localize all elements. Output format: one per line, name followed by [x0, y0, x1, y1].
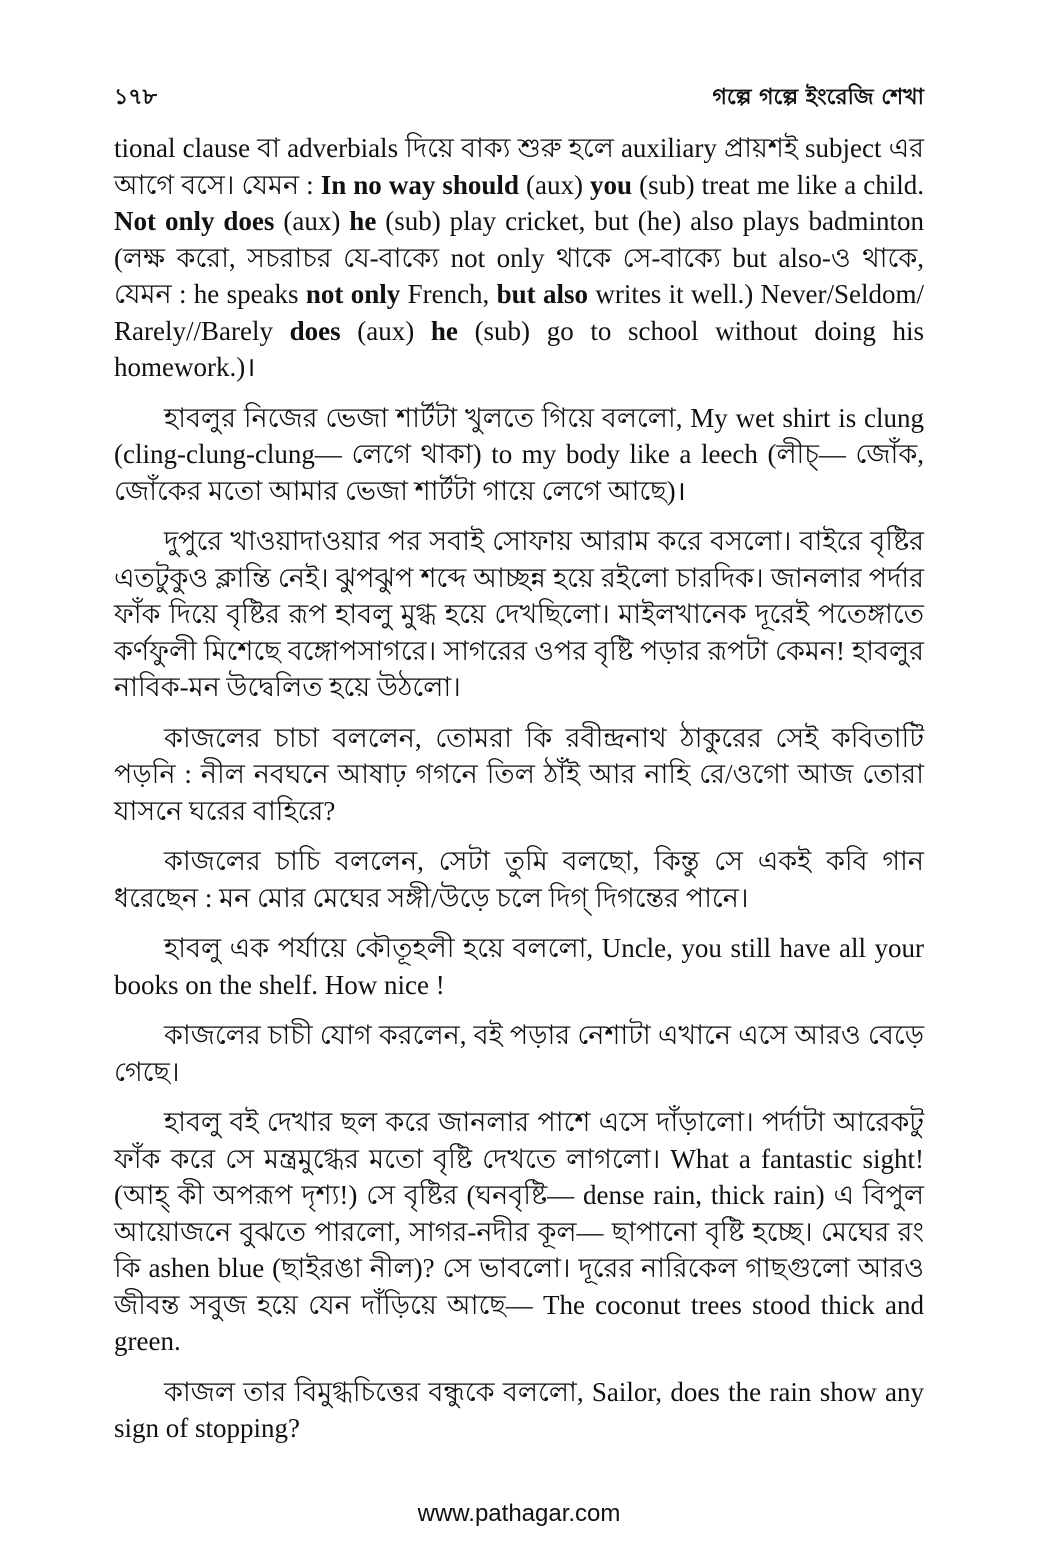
text-run: French,	[400, 279, 497, 309]
paragraph	[114, 720, 924, 830]
paragraph	[114, 400, 924, 510]
bold-text: Not only does	[114, 206, 275, 236]
paragraph	[114, 1017, 924, 1090]
footer-url: www.pathagar.com	[417, 1500, 621, 1527]
text-run: (aux)	[340, 315, 431, 346]
text-run: কাজল তার বিমুগ্ধচিত্তের বন্ধুকে বললো, Sailor, does the rain show any sign of stopping?	[114, 1376, 924, 1443]
text-run: হাবলু এক পর্যায়ে কৌতূহলী হয়ে বললো, Uncle, you still have all your books on the shelf. How nice !	[114, 933, 924, 1000]
bold-text: but also	[496, 279, 588, 309]
bold-text: he	[349, 206, 377, 236]
bold-text: not only	[305, 279, 401, 309]
body-text	[114, 130, 924, 1461]
paragraph	[114, 843, 924, 916]
paragraph	[114, 1374, 924, 1447]
bold-text: you	[590, 169, 633, 200]
text-run: কাজলের চাচী যোগ করলেন, বই পড়ার নেশাটা এখানে এসে আরও বেড়ে গেছে।	[114, 1020, 924, 1087]
bold-text: he	[430, 315, 458, 346]
text-run: (sub) play cricket, but (he) also plays badminton (লক্ষ করো, সচরাচর যে-বাক্যে not only থাকে সে-বাক্যে but also-ও থাকে, যেমন : he speaks	[114, 206, 925, 309]
page-header	[114, 80, 924, 116]
text-run: (aux)	[274, 206, 350, 236]
text-run: কাজলের চাচা বললেন, তোমরা কি রবীন্দ্রনাথ ঠাকুরের সেই কবিতাটি পড়নি : নীল নবঘনে আষাঢ় গগনে তিল ঠাঁই আর নাহি রে/ওগো আজ তোরা যাসনে ঘরের বাহিরে?	[114, 722, 924, 826]
text-run: tional clause বা adverbials দিয়ে বাক্য শুরু হলে auxiliary প্রায়শই subject এর আগে বসে। যেমন :	[114, 133, 924, 200]
text-run: হাবলু বই দেখার ছল করে জানলার পাশে এসে দাঁড়ালো। পর্দাটা আরেকটু ফাঁক করে সে মন্ত্রমুগ্ধের মতো বৃষ্টি দেখতে লাগলো। What a fantastic sight! (আহ্ কী অপরূপ দৃশ্য!) সে বৃষ্টির (ঘনবৃষ্টি— dense rain, thick rain) এ বিপুল আয়োজনে বুঝতে পারলো, সাগর-নদীর কূল— ছাপানো বৃষ্টি হচ্ছে। মেঘের রং কি ashen blue (ছাইরঙা নীল)? সে ভাবলো। দূরের নারিকেল গাছগুলো আরও জীবন্ত সবুজ হয়ে যেন দাঁড়িয়ে আছে— The coconut trees stood thick and green.	[114, 1107, 924, 1356]
paragraph	[114, 930, 924, 1003]
text-run: কাজলের চাচি বললেন, সেটা তুমি বলছো, কিন্তু সে একই কবি গান ধরেছেন : মন মোর মেঘের সঙ্গী/উড়ে চলে দিগ্ দিগন্তের পানে।	[114, 846, 924, 913]
bold-text: does	[289, 315, 341, 346]
text-run: (sub) go to school without doing his homework.)।	[114, 315, 924, 382]
page-number: ১৭৮	[114, 84, 157, 110]
text-run: (aux)	[518, 169, 591, 200]
bold-text: In no way should	[320, 169, 519, 200]
text-run: হাবলুর নিজের ভেজা শার্টটা খুলতে গিয়ে বললো, My wet shirt is clung (cling-clung-clung— লেগে থাকা) to my body like a leech (লীচ্— জোঁক, জোঁকের মতো আমার ভেজা শার্টটা গায়ে লেগে আছে)।	[114, 402, 924, 506]
paragraph	[114, 130, 924, 386]
text-run: writes it well.) Never/Seldom/ Rarely//Barely	[114, 279, 924, 346]
text-run: (sub) treat me like a child.	[632, 169, 924, 200]
paragraph	[114, 1104, 924, 1360]
text-run: দুপুরে খাওয়াদাওয়ার পর সবাই সোফায় আরাম করে বসলো। বাইরে বৃষ্টির এতটুকুও ক্লান্তি নেই। ঝুপঝুপ শব্দে আচ্ছন্ন হয়ে রইলো চারদিক। জানলার পর্দার ফাঁক দিয়ে বৃষ্টির রূপ হাবলু মুগ্ধ হয়ে দেখছিলো। মাইলখানেক দূরেই পতেঙ্গাতে কর্ণফুলী মিশেছে বঙ্গোপসাগরে। সাগরের ওপর বৃষ্টি পড়ার রূপটা কেমন! হাবলুর নাবিক-মন উদ্বেলিত হয়ে উঠলো।	[114, 526, 924, 702]
paragraph	[114, 523, 924, 706]
running-title: গল্পে গল্পে ইংরেজি শেখা	[712, 84, 924, 110]
